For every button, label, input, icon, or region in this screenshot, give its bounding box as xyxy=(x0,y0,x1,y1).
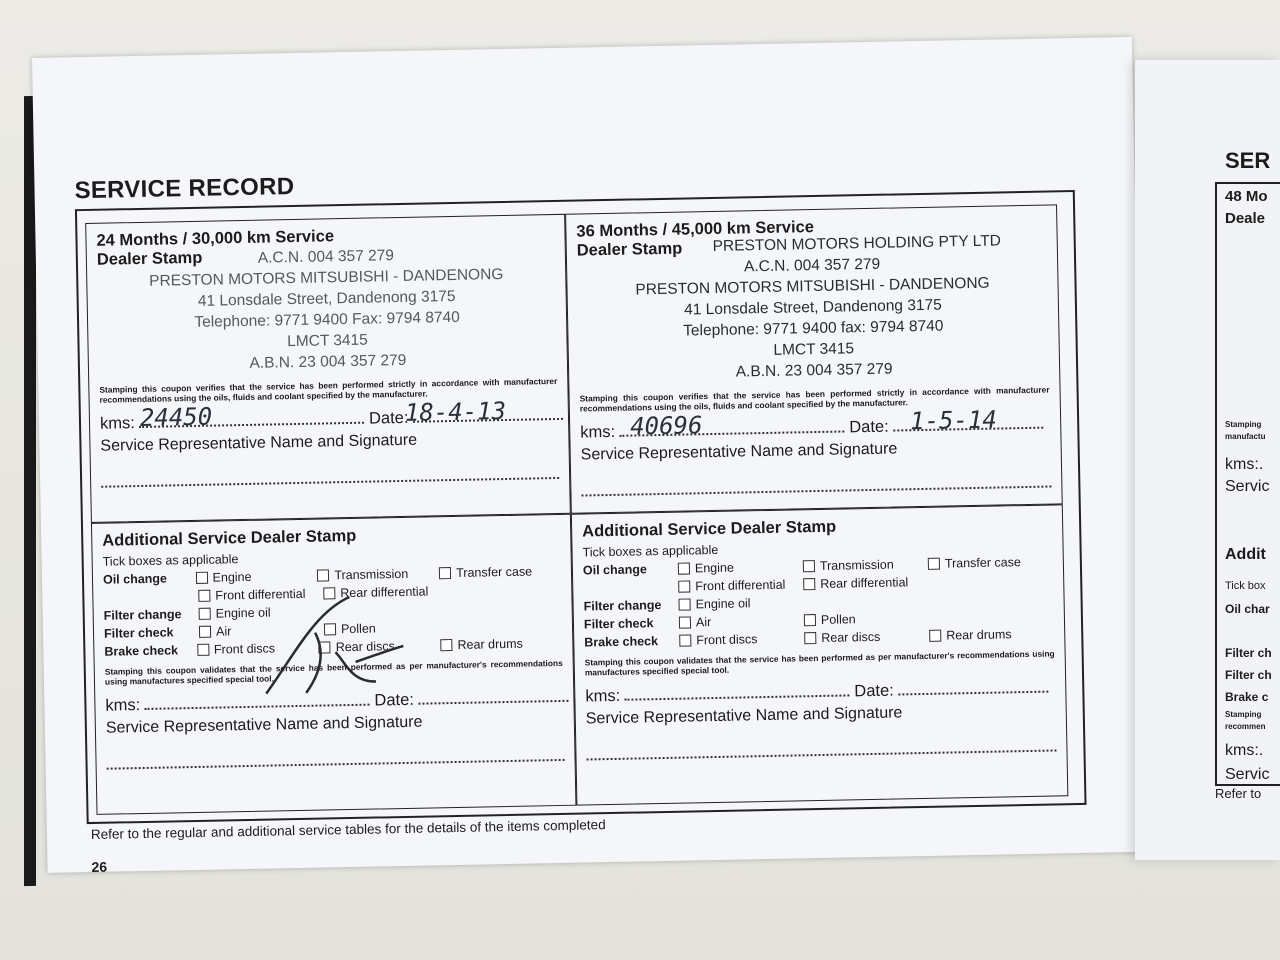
date-field[interactable] xyxy=(419,700,569,705)
checkbox-icon xyxy=(679,634,691,646)
option-label: Rear drums xyxy=(946,627,1012,643)
checkbox-engine-oil[interactable] xyxy=(678,595,803,611)
page-title: SERVICE RECORD xyxy=(74,172,295,205)
checkbox-icon xyxy=(440,639,452,651)
facing-stamping-2: Stamping xyxy=(1225,710,1262,719)
date-field[interactable] xyxy=(898,691,1048,696)
checkbox-transmission[interactable] xyxy=(317,566,439,582)
footnote: Refer to the regular and additional service tables for the details of the items completed xyxy=(90,817,606,843)
coupon-heading: 24 Months / 30,000 km Service xyxy=(96,227,335,250)
facing-brake: Brake c xyxy=(1225,690,1269,704)
facing-stamping: Stamping xyxy=(1225,420,1262,429)
option-label: Rear discs xyxy=(335,639,395,655)
option-label: Front differential xyxy=(215,586,306,603)
stamp-line: 41 Lonsdale Street, Dandenong 3175 xyxy=(197,287,456,310)
checkbox-front-discs[interactable] xyxy=(679,631,804,647)
coupon-heading: Additional Service Dealer Stamp xyxy=(102,526,357,550)
facing-kms-2: kms:. xyxy=(1225,742,1264,759)
option-label: Transmission xyxy=(334,566,409,583)
kms-label: kms: xyxy=(99,414,136,433)
stamp-line: A.B.N. 23 004 357 279 xyxy=(249,351,407,372)
facing-heading: 48 Mo xyxy=(1225,188,1268,205)
option-label: Rear differential xyxy=(820,575,909,591)
checkbox-icon xyxy=(679,616,691,628)
checkbox-icon xyxy=(929,630,941,642)
option-label: Rear discs xyxy=(821,629,881,645)
oil-change-label: Oil change xyxy=(102,571,168,587)
signature-label: Service Representative Name and Signature xyxy=(585,704,903,728)
checkbox-icon xyxy=(317,569,329,581)
brake-check-label: Brake check xyxy=(104,643,179,659)
kms-field[interactable] xyxy=(145,704,370,710)
option-label: Transfer case xyxy=(456,564,533,580)
facing-page xyxy=(1135,60,1280,860)
stamp-line: 41 Lonsdale Street, Dandenong 3175 xyxy=(683,296,942,319)
facing-page-form xyxy=(1215,182,1280,786)
checkbox-icon xyxy=(197,644,209,656)
kms-handwritten: 40696 xyxy=(629,411,703,441)
date-handwritten: 18-4-13 xyxy=(404,396,507,427)
additional-service-right xyxy=(571,504,1069,805)
date-label: Date: xyxy=(368,408,409,428)
signature-label: Service Representative Name and Signature xyxy=(105,713,423,737)
checkbox-engine[interactable] xyxy=(195,569,317,585)
fine-print: Stamping this coupon verifies that the service has been performed strictly in accordance with manufacturer recommendations using the oils, fluids and coolant specified by the manufacturer. xyxy=(579,384,1050,414)
checkbox-engine[interactable] xyxy=(678,559,803,575)
facing-page-title: SER xyxy=(1225,148,1271,173)
stamp-line: Telephone: 9771 9400 fax: 9794 8740 xyxy=(683,317,944,340)
checkbox-transmission[interactable] xyxy=(803,557,928,573)
checkbox-icon xyxy=(439,567,451,579)
spacer xyxy=(583,587,678,589)
option-label: Engine xyxy=(694,560,734,576)
option-label: Rear differential xyxy=(340,584,429,601)
checkbox-icon xyxy=(678,598,690,610)
spacer xyxy=(103,596,198,598)
option-label: Front discs xyxy=(213,641,276,657)
stamp-line: PRESTON MOTORS MITSUBISHI - DANDENONG xyxy=(635,274,990,299)
facing-manufactu: manufactu xyxy=(1225,432,1266,441)
option-label: Pollen xyxy=(340,621,376,637)
facing-addit: Addit xyxy=(1225,546,1266,563)
stamp-line: PRESTON MOTORS HOLDING PTY LTD xyxy=(712,232,1001,255)
facing-filter-change: Filter ch xyxy=(1225,646,1272,660)
kms-label: kms: xyxy=(580,422,616,442)
option-label: Engine oil xyxy=(215,605,271,621)
facing-filter-check: Filter ch xyxy=(1225,668,1272,682)
option-label: Air xyxy=(215,624,232,639)
checkbox-icon xyxy=(803,560,815,572)
checkbox-icon xyxy=(199,608,211,620)
kms-field[interactable] xyxy=(625,694,850,700)
facing-recommen: recommen xyxy=(1225,722,1266,731)
kms-label: kms: xyxy=(105,696,141,715)
checkbox-rear-differential[interactable] xyxy=(803,575,928,591)
facing-oil: Oil char xyxy=(1225,602,1270,616)
checkbox-icon xyxy=(803,578,815,590)
filter-check-label: Filter check xyxy=(583,616,654,632)
option-label: Front differential xyxy=(695,577,786,594)
option-label: Front discs xyxy=(696,632,758,648)
kms-label: kms: xyxy=(585,686,621,706)
tick-hint: Tick boxes as applicable xyxy=(102,552,239,569)
brake-check-label: Brake check xyxy=(584,634,659,650)
dealer-stamp-label: Dealer Stamp xyxy=(96,248,203,269)
option-label: Engine oil xyxy=(695,596,751,612)
facing-servic: Servic xyxy=(1225,478,1270,495)
signature-label: Service Representative Name and Signature xyxy=(100,431,418,455)
checkbox-front-differential[interactable] xyxy=(678,577,803,593)
stamp-line: LMCT 3415 xyxy=(773,340,855,359)
kms-handwritten: 24450 xyxy=(139,402,213,432)
date-handwritten: 1-5-14 xyxy=(909,405,998,436)
option-label: Rear drums xyxy=(457,636,523,652)
facing-servic-2: Servic xyxy=(1225,766,1270,783)
checkbox-icon xyxy=(804,632,816,644)
filter-check-label: Filter check xyxy=(103,625,174,641)
facing-tick: Tick box xyxy=(1225,580,1266,592)
stamp-line: LMCT 3415 xyxy=(286,331,368,351)
handwritten-signature xyxy=(254,591,406,704)
checkbox-transfer-case[interactable] xyxy=(439,564,561,580)
service-book-page xyxy=(32,37,1147,876)
stamp-line: A.B.N. 23 004 357 279 xyxy=(735,360,893,381)
checkbox-icon xyxy=(199,626,211,638)
date-label: Date: xyxy=(849,417,889,437)
facing-refer: Refer to xyxy=(1215,786,1262,801)
facing-kms: kms:. xyxy=(1225,456,1264,473)
date-label: Date: xyxy=(374,690,415,710)
checkbox-icon xyxy=(678,580,690,592)
stamp-line: Telephone: 9771 9400 Fax: 9794 8740 xyxy=(194,308,460,331)
coupon-heading: Additional Service Dealer Stamp xyxy=(582,517,837,541)
option-label: Transmission xyxy=(819,557,894,573)
page-number: 26 xyxy=(91,858,108,876)
option-label: Air xyxy=(695,615,712,630)
stamp-line: A.C.N. 004 357 279 xyxy=(743,255,881,276)
checkbox-pollen[interactable] xyxy=(804,611,929,627)
option-label: Transfer case xyxy=(944,555,1021,571)
stamp-line: PRESTON MOTORS MITSUBISHI - DANDENONG xyxy=(149,265,504,290)
checkbox-rear-discs[interactable] xyxy=(804,629,929,645)
checkbox-rear-drums[interactable] xyxy=(440,636,562,652)
checkbox-air[interactable] xyxy=(679,613,804,629)
tick-hint: Tick boxes as applicable xyxy=(582,542,719,560)
checkbox-icon xyxy=(678,562,690,574)
checkbox-rear-drums[interactable] xyxy=(929,626,1054,642)
date-label: Date: xyxy=(854,681,894,701)
option-label: Pollen xyxy=(820,612,856,627)
coupon-heading: 36 Months / 45,000 km Service xyxy=(576,218,815,241)
fine-print: Stamping this coupon validates that the service has been performed as per manufacturer's recommendations using manufactures specified special tool. xyxy=(584,648,1055,678)
dealer-stamp-label: Dealer Stamp xyxy=(576,239,683,260)
checkbox-icon xyxy=(195,572,207,584)
checkbox-icon xyxy=(198,590,210,602)
fine-print: Stamping this coupon validates that the service has been performed as per manufacturer's recommendations using manufactures specified special tool. xyxy=(104,657,563,687)
oil-change-label: Oil change xyxy=(582,562,647,578)
signature-label: Service Representative Name and Signature xyxy=(580,440,898,464)
checkbox-icon xyxy=(804,614,816,626)
service-form xyxy=(75,190,1087,824)
coupon-24-months xyxy=(85,214,571,523)
fine-print: Stamping this coupon verifies that the service has been performed strictly in accordance with manufacturer recommendations using the oils, fluids and coolant specified by the manufacturer. xyxy=(99,375,558,405)
stamp-line: A.C.N. 004 357 279 xyxy=(257,247,395,267)
checkbox-icon xyxy=(928,558,940,570)
coupon-36-months xyxy=(565,204,1063,513)
checkbox-transfer-case[interactable] xyxy=(928,554,1053,570)
filter-change-label: Filter change xyxy=(583,598,662,614)
filter-change-label: Filter change xyxy=(103,607,182,623)
option-label: Engine xyxy=(212,569,252,585)
facing-dealer: Deale xyxy=(1225,210,1266,227)
